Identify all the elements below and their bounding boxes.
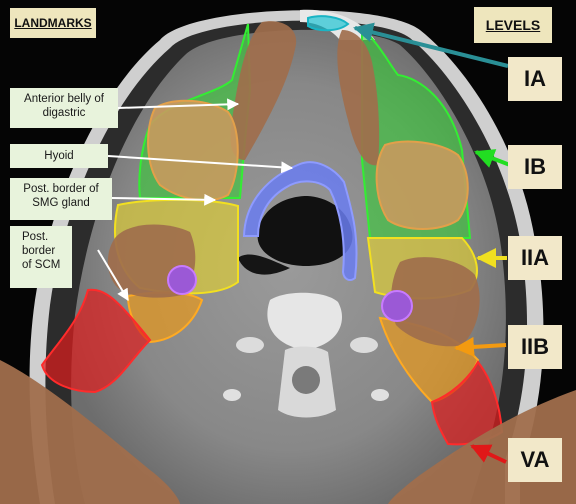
label-digastric: Anterior belly of digastric (10, 88, 118, 128)
vessel-left (168, 266, 196, 294)
label-scm: Post. border of SCM (10, 226, 72, 288)
transverse-process-left (236, 337, 264, 353)
level-va-label: VA (508, 438, 562, 482)
submandibular-gland-right (377, 142, 468, 229)
label-smg: Post. border of SMG gland (10, 178, 112, 220)
levels-header: LEVELS (474, 7, 552, 43)
label-hyoid: Hyoid (10, 144, 108, 168)
landmarks-header: LANDMARKS (10, 8, 96, 38)
bone-fragment-right (371, 389, 389, 401)
transverse-process-right (350, 337, 378, 353)
vessel-right (382, 291, 412, 321)
submandibular-gland-left (148, 101, 238, 200)
level-iib-label: IIB (508, 325, 562, 369)
level-ia-label: IA (508, 57, 562, 101)
level-ib-label: IB (508, 145, 562, 189)
spinal-canal (292, 366, 320, 394)
level-iia-label: IIA (508, 236, 562, 280)
bone-fragment-left (223, 389, 241, 401)
